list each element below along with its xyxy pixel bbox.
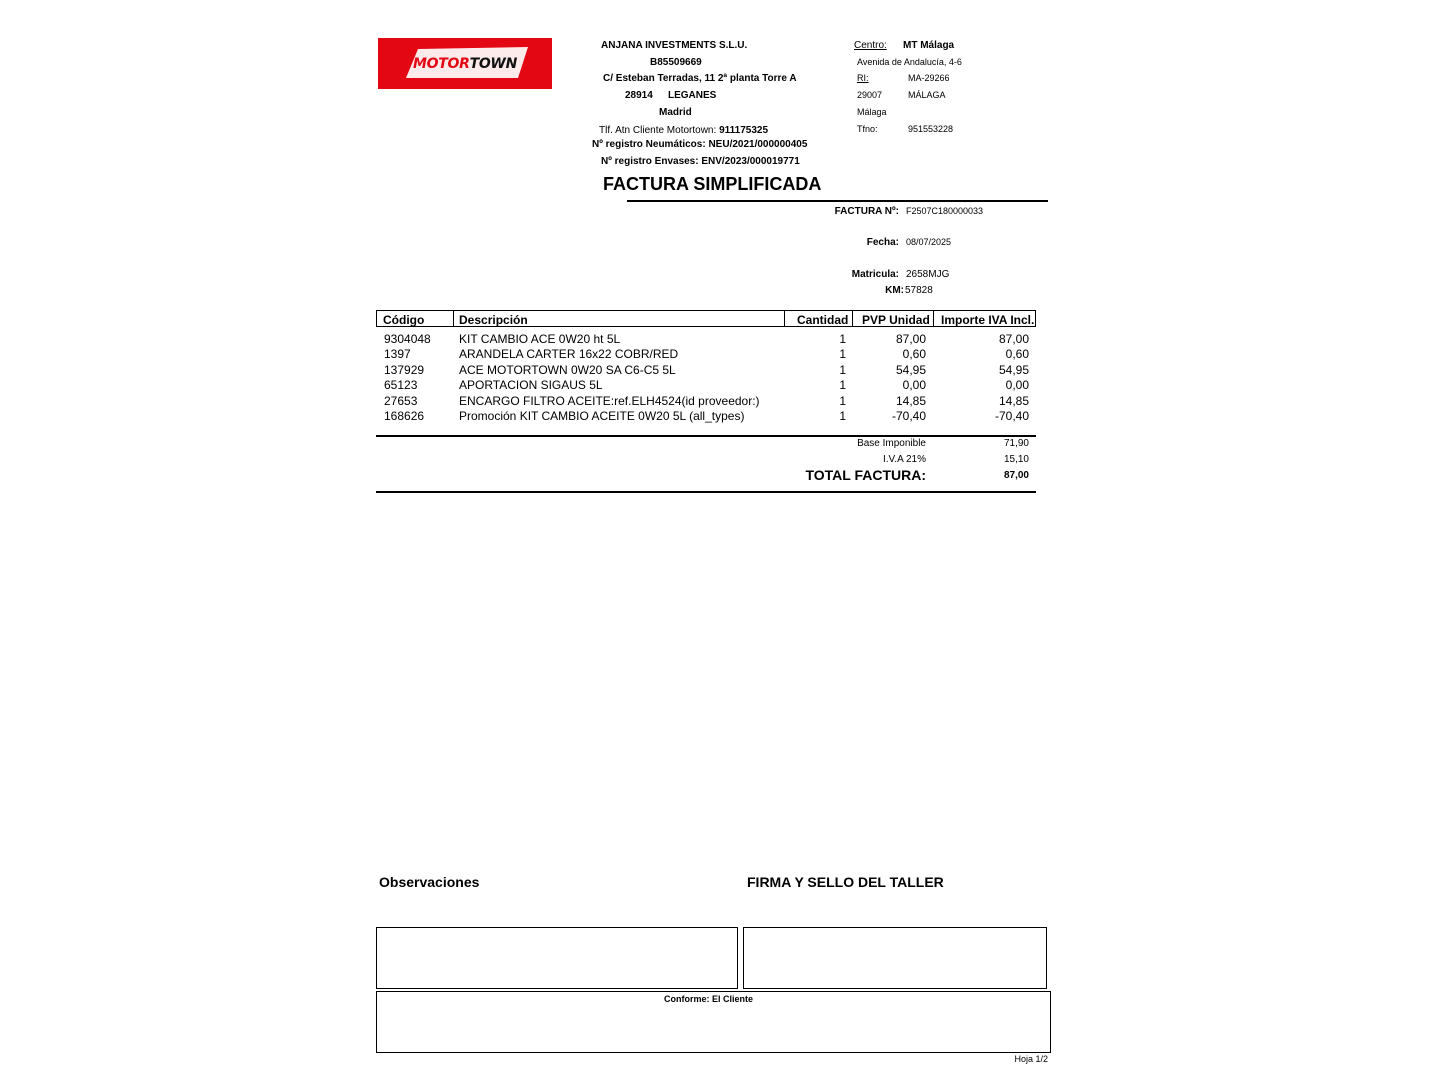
base-amount: 71,90 xyxy=(1003,438,1029,449)
row-quantity: 1 xyxy=(839,332,846,346)
row-quantity: 1 xyxy=(839,393,846,408)
table-row xyxy=(376,332,1036,347)
total-amount: 87,00 xyxy=(1003,470,1029,481)
row-description: ACE MOTORTOWN 0W20 SA C6-C5 5L xyxy=(459,362,676,377)
centro-ri: MA-29266 xyxy=(908,73,950,83)
client-conformity-label: Conforme: El Cliente xyxy=(664,994,754,1004)
centro-address: Avenida de Andalucía, 4-6 xyxy=(857,57,962,67)
row-quantity: 1 xyxy=(839,362,846,377)
company-phone: 911175325 xyxy=(719,125,769,136)
row-line-total: -70,40 xyxy=(994,408,1029,423)
km-label: KM: xyxy=(885,285,904,296)
company-cif: B85509669 xyxy=(650,57,702,68)
row-unit-price: 0,60 xyxy=(902,347,926,362)
company-city: LEGANES xyxy=(668,90,717,101)
row-code: 168626 xyxy=(384,408,425,423)
iva-amount: 15,10 xyxy=(1003,454,1029,465)
row-line-total: 14,85 xyxy=(998,393,1029,408)
row-line-total: 54,95 xyxy=(998,362,1029,377)
row-description: ARANDELA CARTER 16x22 COBR/RED xyxy=(459,347,679,362)
header-description: Descripción xyxy=(459,313,528,327)
observations-box xyxy=(376,927,738,989)
centro-ri-label: RI: xyxy=(857,73,869,83)
title-divider xyxy=(627,200,1048,202)
row-line-total: 0,00 xyxy=(1005,378,1029,393)
row-line-total: 87,00 xyxy=(998,332,1029,346)
packaging-registry: Nº registro Envases: ENV/2023/000019771 xyxy=(601,156,800,167)
centro-city: MÁLAGA xyxy=(908,90,946,100)
header-separator xyxy=(784,311,785,326)
plate-label: Matricula: xyxy=(851,269,899,280)
invoice-date: 08/07/2025 xyxy=(906,237,952,247)
row-quantity: 1 xyxy=(839,408,846,423)
row-quantity: 1 xyxy=(839,378,846,393)
table-header xyxy=(376,310,1036,327)
centro-phone-label: Tfno: xyxy=(857,124,878,134)
invoice-number: F2507C180000033 xyxy=(906,206,984,216)
logo-wordmark xyxy=(378,38,552,89)
table-row xyxy=(376,347,1036,362)
centro-province: Málaga xyxy=(857,107,887,117)
table-row xyxy=(376,363,1036,378)
row-unit-price: 54,95 xyxy=(895,362,926,377)
total-label: TOTAL FACTURA: xyxy=(805,467,926,483)
centro-postal-code: 29007 xyxy=(857,90,883,100)
totals-divider xyxy=(376,435,1036,437)
row-description: APORTACION SIGAUS 5L xyxy=(459,378,603,393)
row-code: 137929 xyxy=(384,362,425,377)
company-phone-line xyxy=(599,125,768,136)
company-postal-code: 28914 xyxy=(625,90,653,101)
header-unit-price: PVP Unidad xyxy=(862,313,930,327)
totals-bottom-divider xyxy=(376,491,1036,493)
row-description: ENCARGO FILTRO ACEITE:ref.ELH4524(id proveedor:) xyxy=(459,393,760,408)
row-code: 27653 xyxy=(384,393,418,408)
logo-text-town: TOWN xyxy=(469,55,517,72)
invoice-number-label: FACTURA Nº: xyxy=(834,206,899,217)
row-code: 65123 xyxy=(384,378,418,393)
header-separator xyxy=(852,311,853,326)
row-unit-price: 0,00 xyxy=(902,378,926,393)
vehicle-km: 57828 xyxy=(905,285,933,296)
centro-label: Centro: xyxy=(854,40,887,51)
company-province: Madrid xyxy=(659,107,692,118)
date-label: Fecha: xyxy=(866,237,899,248)
document-title: FACTURA SIMPLIFICADA xyxy=(603,174,822,194)
iva-label: I.V.A 21% xyxy=(883,454,926,465)
row-unit-price: 87,00 xyxy=(895,332,926,346)
centro-name: MT Málaga xyxy=(903,40,955,51)
row-code: 1397 xyxy=(384,347,411,362)
signature-heading: FIRMA Y SELLO DEL TALLER xyxy=(747,874,944,890)
vehicle-plate: 2658MJG xyxy=(906,269,950,280)
row-description: KIT CAMBIO ACE 0W20 ht 5L xyxy=(459,332,621,346)
observations-heading: Observaciones xyxy=(379,874,480,890)
page-number: Hoja 1/2 xyxy=(1014,1054,1048,1064)
header-code: Código xyxy=(383,313,425,327)
table-body xyxy=(376,332,1036,424)
header-line-total: Importe IVA Incl. xyxy=(941,313,1035,327)
company-name: ANJANA INVESTMENTS S.L.U. xyxy=(601,40,748,51)
header-separator xyxy=(453,311,454,326)
table-row xyxy=(376,409,1036,424)
header-separator xyxy=(933,311,934,326)
row-unit-price: 14,85 xyxy=(895,393,926,408)
table-row xyxy=(376,378,1036,393)
centro-phone: 951553228 xyxy=(908,124,954,134)
tyre-registry: Nº registro Neumáticos: NEU/2021/000000405 xyxy=(592,139,808,150)
row-quantity: 1 xyxy=(839,347,846,362)
base-label: Base Imponible xyxy=(857,438,926,449)
row-code: 9304048 xyxy=(384,332,431,346)
company-address: C/ Esteban Terradas, 11 2ª planta Torre A xyxy=(603,73,797,84)
row-unit-price: -70,40 xyxy=(891,408,926,423)
company-phone-label: Tlf. Atn Cliente Motortown: xyxy=(599,125,717,136)
table-row xyxy=(376,394,1036,409)
signature-box xyxy=(743,927,1047,989)
motortown-logo xyxy=(378,38,552,89)
row-description: Promoción KIT CAMBIO ACEITE 0W20 5L (all_types) xyxy=(459,408,745,423)
header-quantity: Cantidad xyxy=(797,313,849,327)
logo-text-motor: MOTOR xyxy=(413,55,470,72)
row-line-total: 0,60 xyxy=(1005,347,1029,362)
